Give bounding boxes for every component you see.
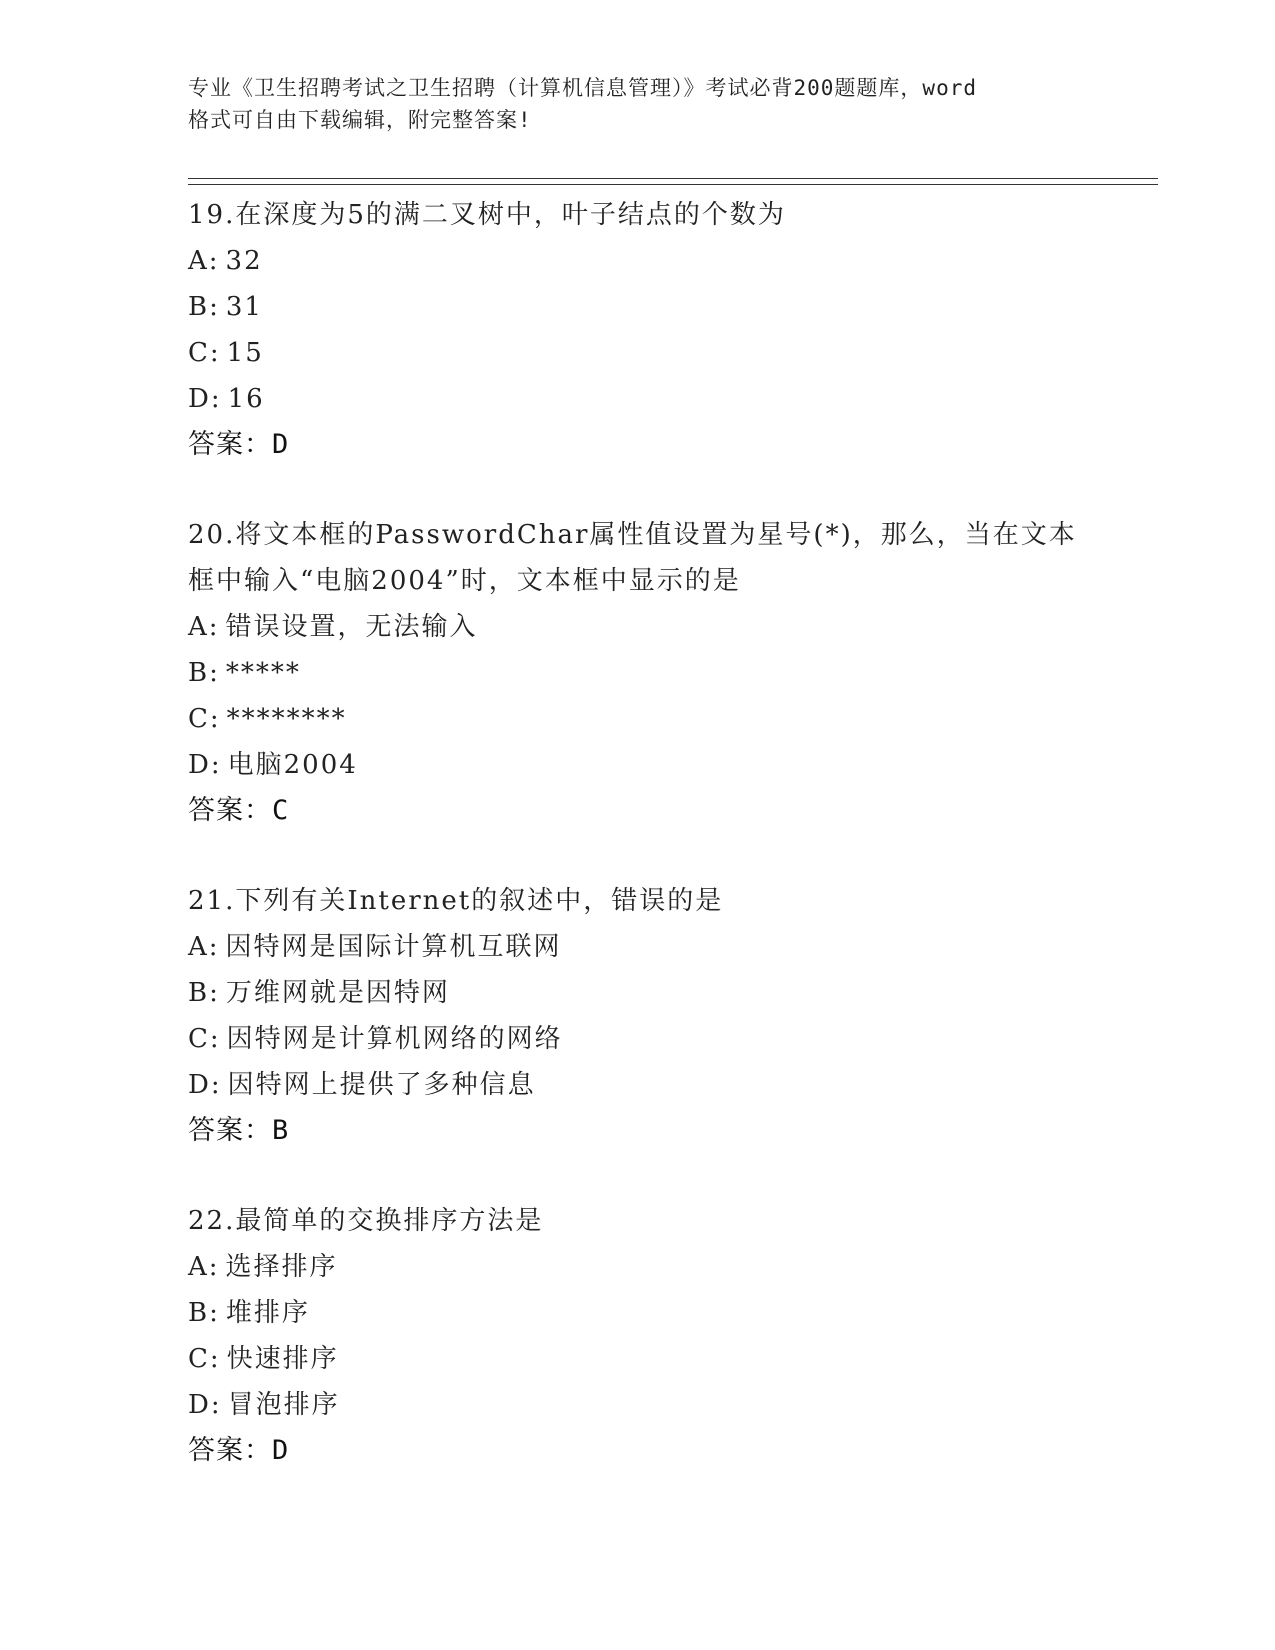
question-list <box>188 192 1148 1518</box>
option-letter: A: <box>188 612 220 642</box>
option-text: 因特网上提供了多种信息 <box>227 1070 536 1100</box>
answer-option <box>188 376 1148 422</box>
option-letter: D: <box>188 1390 222 1420</box>
question-text <box>188 878 1088 924</box>
option-letter: B: <box>188 292 220 322</box>
question-block <box>188 1198 1148 1474</box>
option-letter: D: <box>188 1070 222 1100</box>
option-letter: C: <box>188 704 221 734</box>
option-text: 因特网是计算机网络的网络 <box>226 1024 563 1054</box>
question-stem: 最简单的交换排序方法是 <box>235 1206 544 1236</box>
answer-option <box>188 650 1148 696</box>
answer-option <box>188 238 1148 284</box>
option-text: ***** <box>225 658 301 688</box>
answer-key: 答案：C <box>188 795 290 826</box>
document-header <box>188 72 1098 136</box>
answer-option <box>188 1336 1148 1382</box>
option-text: 31 <box>225 292 263 322</box>
option-letter: A: <box>188 246 220 276</box>
question-text <box>188 1198 1088 1244</box>
option-text: 电脑2004 <box>227 750 358 780</box>
question-block <box>188 512 1148 834</box>
question-stem: 框中输入“电脑2004”时，文本框中显示的是 <box>188 566 741 596</box>
question-stem: 下列有关Internet的叙述中，错误的是 <box>235 886 724 916</box>
option-letter: B: <box>188 1298 220 1328</box>
option-text: 堆排序 <box>225 1298 310 1328</box>
answer-option <box>188 1016 1148 1062</box>
option-text: 15 <box>226 338 264 368</box>
option-letter: A: <box>188 932 220 962</box>
answer-key: 答案：D <box>188 1435 290 1466</box>
option-letter: D: <box>188 750 222 780</box>
answer-option <box>188 1382 1148 1428</box>
option-letter: D: <box>188 384 222 414</box>
answer-option <box>188 604 1148 650</box>
question-number: 19. <box>188 200 236 230</box>
question-text <box>188 558 1088 604</box>
question-stem: 将文本框的PasswordChar属性值设置为星号(*)，那么，当在文本 <box>235 520 1077 550</box>
question-number: 20. <box>188 520 236 550</box>
question-number: 22. <box>188 1206 236 1236</box>
question-block <box>188 878 1148 1154</box>
answer-option <box>188 330 1148 376</box>
answer-option <box>188 1244 1148 1290</box>
answer-option <box>188 970 1148 1016</box>
option-text: 32 <box>225 246 263 276</box>
option-letter: C: <box>188 1024 221 1054</box>
answer-option <box>188 284 1148 330</box>
answer-option <box>188 924 1148 970</box>
header-line-1: 专业《卫生招聘考试之卫生招聘（计算机信息管理）》考试必背200题题库，word <box>188 76 977 100</box>
option-letter: B: <box>188 658 220 688</box>
header-divider-top <box>188 178 1158 179</box>
answer-option <box>188 1290 1148 1336</box>
option-text: 错误设置，无法输入 <box>225 612 478 642</box>
option-letter: B: <box>188 978 220 1008</box>
question-number: 21. <box>188 886 236 916</box>
option-text: 万维网就是因特网 <box>225 978 450 1008</box>
option-text: 快速排序 <box>226 1344 339 1374</box>
option-letter: A: <box>188 1252 220 1282</box>
answer-option <box>188 1062 1148 1108</box>
option-text: 选择排序 <box>225 1252 338 1282</box>
option-text: 冒泡排序 <box>227 1390 340 1420</box>
question-block <box>188 192 1148 468</box>
option-text: ******** <box>226 704 347 734</box>
answer-option <box>188 742 1148 788</box>
answer-key: 答案：B <box>188 1115 290 1146</box>
answer-key: 答案：D <box>188 429 290 460</box>
option-text: 因特网是国际计算机互联网 <box>225 932 562 962</box>
question-text <box>188 512 1088 558</box>
question-stem: 在深度为5的满二叉树中，叶子结点的个数为 <box>235 200 786 230</box>
header-line-2: 格式可自由下载编辑，附完整答案! <box>188 108 532 132</box>
option-text: 16 <box>227 384 265 414</box>
header-divider-bottom <box>188 184 1158 185</box>
question-text <box>188 192 1088 238</box>
option-letter: C: <box>188 338 221 368</box>
answer-option <box>188 696 1148 742</box>
option-letter: C: <box>188 1344 221 1374</box>
